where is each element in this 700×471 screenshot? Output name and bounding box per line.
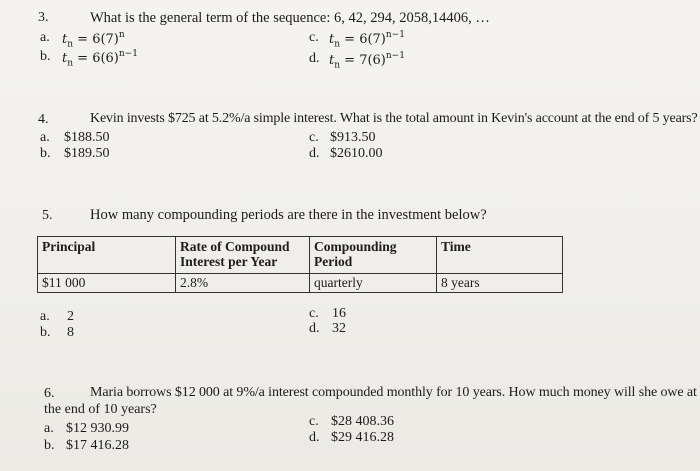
question-4-text: Kevin invests $725 at 5.2%/a simple interest. What is the total amount in Kevin's account at the end of 5 years? xyxy=(90,111,698,126)
q3-option-c-label: c. xyxy=(309,30,319,45)
cell-rate: 2.8% xyxy=(176,274,310,293)
q4-option-d-label: d. xyxy=(309,146,320,161)
header-compounding-period: Compounding Period xyxy=(310,237,437,274)
q3-option-a: $t_n = 6(7)^n$ xyxy=(62,30,125,50)
q6-option-a: $12 930.99 xyxy=(66,421,129,436)
question-5-number: 5. xyxy=(42,208,53,223)
cell-time: 8 years xyxy=(437,274,563,293)
header-time: Time xyxy=(437,237,563,274)
question-6-number: 6. xyxy=(44,386,55,401)
question-6-text-line1: Maria borrows $12 000 at 9%/a interest compounded monthly for 10 years. How much money will she owe at xyxy=(90,385,697,400)
investment-table-header-row xyxy=(38,237,563,274)
header-rate: Rate of Compound Interest per Year xyxy=(176,237,310,274)
q3-option-a-label: a. xyxy=(40,30,50,45)
q5-option-a: 2 xyxy=(67,309,74,324)
investment-table xyxy=(37,236,563,293)
q6-option-c-label: c. xyxy=(309,414,319,429)
q5-option-b: 8 xyxy=(67,325,74,340)
q3-option-d: $t_n = 7(6)^{n-1}$ xyxy=(329,51,405,71)
question-3-number: 3. xyxy=(38,10,49,25)
q3-option-b: $t_n = 6(6)^{n-1}$ xyxy=(62,49,138,69)
q4-option-b: $189.50 xyxy=(64,146,110,161)
q5-option-d: 32 xyxy=(332,321,346,336)
q5-option-c: 16 xyxy=(332,306,346,321)
q3-option-b-label: b. xyxy=(40,49,51,64)
q6-option-d: $29 416.28 xyxy=(331,430,394,445)
q4-option-b-label: b. xyxy=(40,146,51,161)
q5-option-b-label: b. xyxy=(40,325,51,340)
q6-option-b-label: b. xyxy=(44,438,55,453)
cell-compounding-period: quarterly xyxy=(310,274,437,293)
q6-option-b: $17 416.28 xyxy=(66,438,129,453)
q6-option-a-label: a. xyxy=(44,421,54,436)
q4-option-c-label: c. xyxy=(309,130,319,145)
q4-option-a: $188.50 xyxy=(64,130,110,145)
investment-table-row xyxy=(38,274,563,293)
question-6-text-line2: the end of 10 years? xyxy=(44,402,157,417)
q4-option-d: $2610.00 xyxy=(330,146,383,161)
question-3-text: What is the general term of the sequence: 6, 42, 294, 2058,14406, … xyxy=(90,10,490,26)
q5-option-a-label: a. xyxy=(40,309,50,324)
q5-option-d-label: d. xyxy=(309,321,320,336)
q6-option-d-label: d. xyxy=(309,430,320,445)
header-principal: Principal xyxy=(38,237,176,274)
q6-option-c: $28 408.36 xyxy=(331,414,394,429)
q5-option-c-label: c. xyxy=(309,306,319,321)
q4-option-a-label: a. xyxy=(40,130,50,145)
question-5-text: How many compounding periods are there in the investment below? xyxy=(90,207,487,223)
q4-option-c: $913.50 xyxy=(330,130,376,145)
q3-option-c: $t_n = 6(7)^{n-1}$ xyxy=(329,30,405,50)
q3-option-d-label: d. xyxy=(309,51,320,66)
question-4-number: 4. xyxy=(38,112,49,127)
cell-principal: $11 000 xyxy=(38,274,176,293)
